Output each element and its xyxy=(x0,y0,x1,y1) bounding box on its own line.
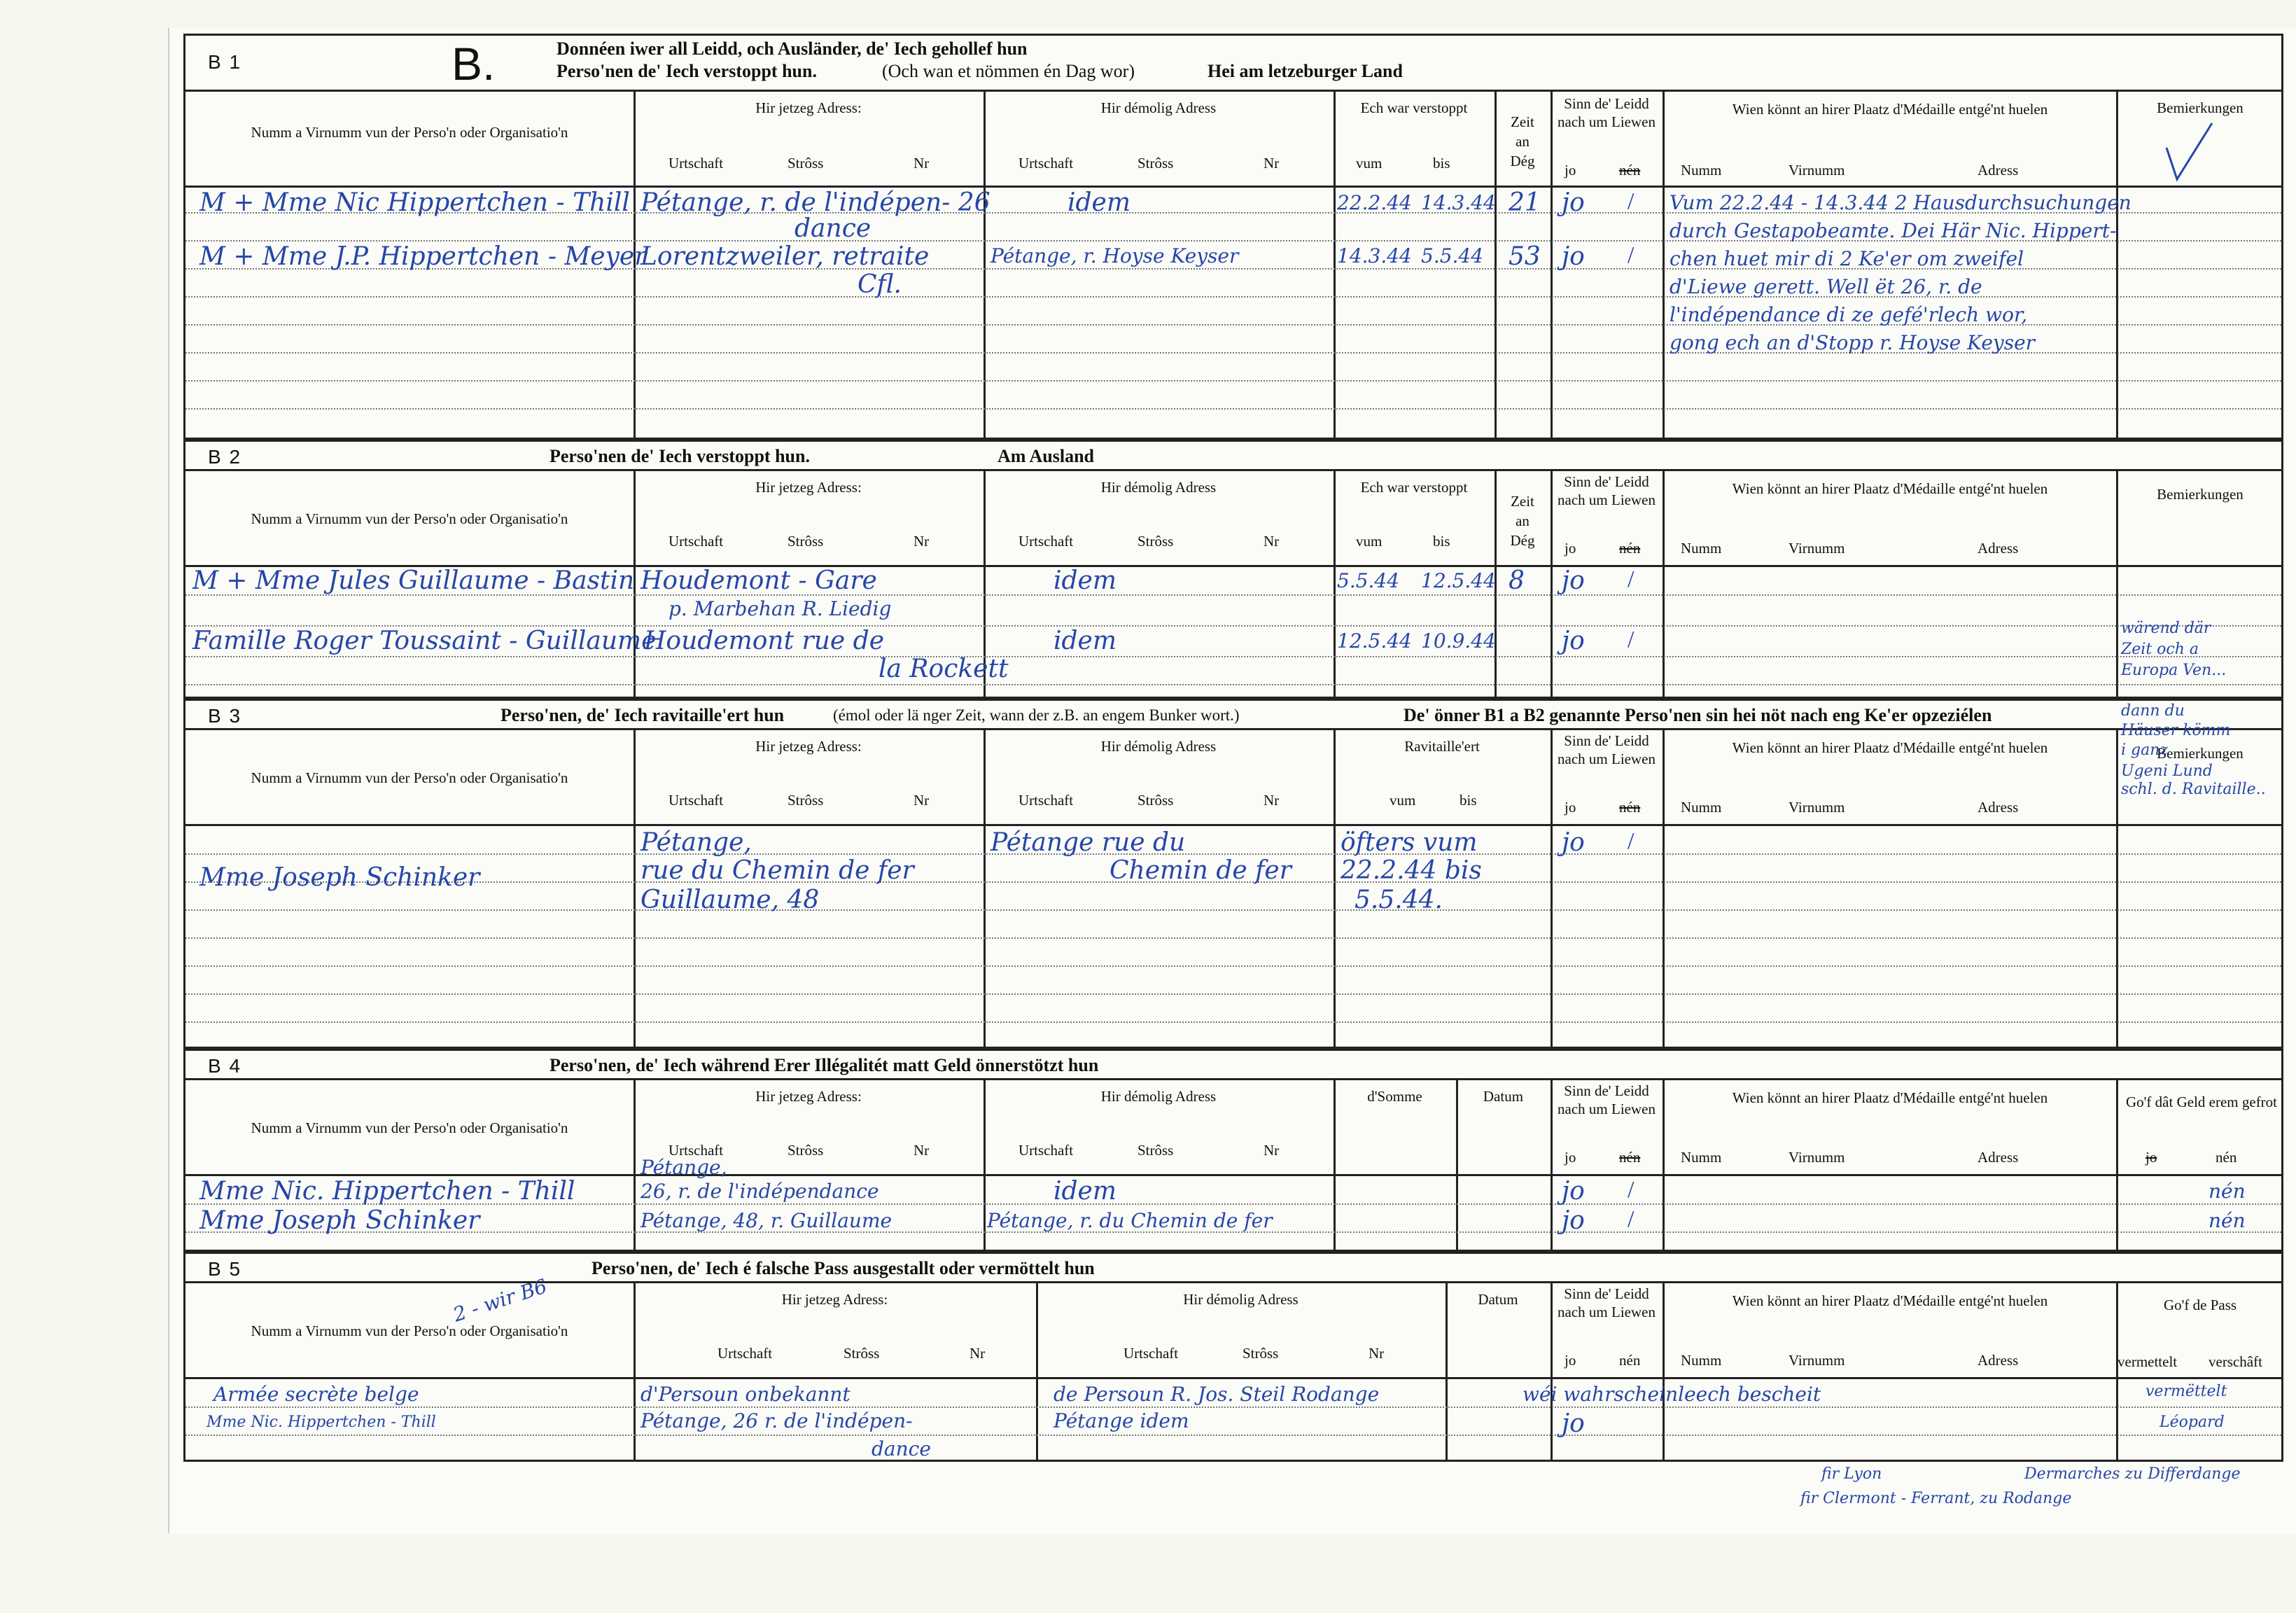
entry-former-address: Chemin de fer xyxy=(1110,856,1292,885)
entry-name: Mme Joseph Schinker xyxy=(200,1206,480,1235)
column-town: Urtschaft xyxy=(668,155,724,172)
entry-remark: schl. d. Ravitaille.. xyxy=(2121,781,2266,798)
column-yes: jo xyxy=(2146,1149,2157,1166)
column-medal-first-name: Virnumm xyxy=(1788,162,1845,179)
entry-medal-note: Vum 22.2.44 - 14.3.44 2 Hausdurchsuchungen xyxy=(1670,191,2132,214)
column-street: Strôss xyxy=(788,533,824,550)
table-b5 xyxy=(186,1274,2281,1460)
column-header-former-address: Hir démolig Adress xyxy=(1100,479,1217,496)
column-header-name: Numm a Virnumm vun der Perso'n oder Organisatio'n xyxy=(251,1119,568,1136)
entry-current-address: Pétange, 26 r. de l'indépen- xyxy=(640,1409,913,1432)
section-code: B 2 xyxy=(208,446,242,468)
entry-to: 10.9.44 xyxy=(1421,629,1496,652)
entry-period: öfters vum xyxy=(1340,828,1478,857)
column-nr: Nr xyxy=(969,1345,986,1362)
entry-period: 5.5.44. xyxy=(1354,886,1443,914)
entry-current-address: dance xyxy=(872,1437,931,1460)
section-b5 xyxy=(183,1252,2283,1462)
entry-pass-made: vermëttelt xyxy=(2146,1383,2227,1400)
entry-medal-note: chen huet mir di 2 Ke'er om zweifel xyxy=(1670,247,2024,270)
entry-no: / xyxy=(1628,242,1634,268)
column-town: Urtschaft xyxy=(1018,792,1074,809)
column-header-former-address: Hir démolig Adress xyxy=(1100,1088,1217,1105)
column-header-date: Datum xyxy=(1483,1088,1524,1105)
entry-yes: jo xyxy=(1562,242,1585,271)
column-street: Strôss xyxy=(1242,1345,1279,1362)
entry-name: M + Mme J.P. Hippertchen - Meyer xyxy=(200,242,647,271)
section-note: (Och wan et nömmen én Dag wor) xyxy=(882,61,1135,81)
entry-medal-note: gong ech an d'Stopp r. Hoyse Keyser xyxy=(1670,331,2036,354)
column-medal-address: Adress xyxy=(1977,799,2019,816)
column-town: Urtschaft xyxy=(1018,155,1074,172)
column-town: Urtschaft xyxy=(1018,533,1074,550)
column-medal-first-name: Virnumm xyxy=(1788,1352,1845,1369)
column-nr: Nr xyxy=(1264,792,1280,809)
entry-from: 22.2.44 xyxy=(1337,191,1412,214)
entry-name: M + Mme Nic Hippertchen - Thill xyxy=(200,188,630,217)
column-town: Urtschaft xyxy=(668,1142,724,1159)
column-street: Strôss xyxy=(844,1345,880,1362)
column-header-current-address: Hir jetzeg Adress: xyxy=(755,99,862,116)
column-header-current-address: Hir jetzeg Adress: xyxy=(755,479,862,496)
entry-yes: jo xyxy=(1562,1177,1585,1206)
section-title: Perso'nen, de' Iech é falsche Pass ausgestallt oder vermöttelt hun xyxy=(592,1258,1095,1278)
entry-name: Famille Roger Toussaint - Guillaume xyxy=(192,627,657,655)
column-street: Strôss xyxy=(1138,792,1174,809)
section-code: B 1 xyxy=(208,51,242,73)
entry-name: Armée secrète belge xyxy=(214,1383,419,1406)
column-header-name: Numm a Virnumm vun der Perso'n oder Organisatio'n xyxy=(251,769,568,786)
column-header-former-address: Hir démolig Adress xyxy=(1100,99,1217,116)
entry-yes: jo xyxy=(1562,627,1585,655)
column-yes: jo xyxy=(1564,799,1576,816)
section-title-bar xyxy=(186,36,2281,92)
entry-no: / xyxy=(1628,1206,1634,1232)
form-letter: B. xyxy=(451,38,496,90)
column-nr: Nr xyxy=(913,533,930,550)
entry-name: Mme Nic. Hippertchen - Thill xyxy=(200,1177,575,1206)
check-mark-icon xyxy=(2160,120,2216,183)
section-note: (émol oder lä nger Zeit, wann der z.B. an engem Bunker wort.) xyxy=(833,706,1240,724)
entry-remark: Zeit och a xyxy=(2121,641,2199,658)
column-to: bis xyxy=(1433,155,1450,172)
entry-period: 22.2.44 bis xyxy=(1340,856,1482,885)
entry-to: 14.3.44 xyxy=(1421,191,1496,214)
entry-current-address: Pétange, xyxy=(640,828,752,857)
column-medal-name: Numm xyxy=(1681,540,1722,557)
column-no: nén xyxy=(1619,162,1641,179)
entry-days: 21 xyxy=(1508,188,1541,217)
section-title-bar xyxy=(186,1051,2281,1080)
entry-no: / xyxy=(1628,828,1634,854)
column-header-suffered: Sinn de' Leidd nach um Liewen xyxy=(1558,473,1656,508)
entry-medal-note: d'Liewe gerett. Well ët 26, r. de xyxy=(1670,275,1982,298)
entry-current-address: rue du Chemin de fer xyxy=(640,856,914,885)
column-header-days: an xyxy=(1516,133,1530,150)
section-b1 xyxy=(183,34,2283,440)
section-instruction: De' önner B1 a B2 genannte Perso'nen sin hei nöt nach eng Ke'er opzeziélen xyxy=(1404,705,1992,725)
column-to: bis xyxy=(1460,792,1477,809)
column-header-supplied: Ravitaille'ert xyxy=(1404,738,1480,755)
column-medal-address: Adress xyxy=(1977,162,2019,179)
column-no: nén xyxy=(1619,799,1641,816)
entry-note: 2 - wir B6 xyxy=(450,1274,550,1327)
entry-yes: jo xyxy=(1562,1409,1585,1438)
section-b2 xyxy=(183,440,2283,699)
column-from: vum xyxy=(1356,155,1382,172)
column-header-suffered: Sinn de' Leidd nach um Liewen xyxy=(1558,1082,1656,1117)
column-header-days: an xyxy=(1516,512,1530,529)
column-no: nén xyxy=(1619,1149,1641,1166)
section-title: Perso'nen, de' Iech während Erer Illégalitét matt Geld önnerstötzt hun xyxy=(550,1055,1099,1075)
column-street: Strôss xyxy=(788,1142,824,1159)
entry-current-address: Houdemont rue de xyxy=(644,627,885,655)
entry-former-address: de Persoun R. Jos. Steil Rodange xyxy=(1054,1383,1380,1406)
footer-note: fir Lyon xyxy=(1821,1465,1882,1483)
column-medal-address: Adress xyxy=(1977,540,2019,557)
entry-medal-note: durch Gestapobeamte. Dei Här Nic. Hippert- xyxy=(1670,219,2117,242)
column-town: Urtschaft xyxy=(668,792,724,809)
column-header-medal: Wien könnt an hirer Plaatz d'Médaille entgé'nt huelen xyxy=(1732,739,2048,756)
entry-former-address: idem xyxy=(1054,627,1116,655)
entry-yes: jo xyxy=(1562,1206,1585,1235)
section-title-bar xyxy=(186,701,2281,730)
entry-money-back: nén xyxy=(2208,1209,2246,1232)
column-no: nén xyxy=(2216,1149,2237,1166)
column-nr: Nr xyxy=(913,155,930,172)
column-yes: jo xyxy=(1564,1352,1576,1369)
entry-to: 5.5.44 xyxy=(1421,244,1484,267)
column-header-name: Numm a Virnumm vun der Perso'n oder Organisatio'n xyxy=(251,124,568,141)
column-header-former-address: Hir démolig Adress xyxy=(1100,738,1217,755)
entry-yes: jo xyxy=(1562,566,1585,595)
column-header-days: Zeit xyxy=(1511,113,1534,130)
entry-remark: dann du xyxy=(2121,702,2185,720)
entry-current-address: Pétange, xyxy=(640,1156,727,1179)
entry-current-address: Lorentzweiler, retraite xyxy=(640,242,930,271)
entry-from: 12.5.44 xyxy=(1337,629,1412,652)
section-b3 xyxy=(183,699,2283,1049)
column-town: Urtschaft xyxy=(1124,1345,1179,1362)
column-header-current-address: Hir jetzeg Adress: xyxy=(755,738,862,755)
entry-medal-note: l'indépendance di ze gefé'rlech wor, xyxy=(1670,303,2028,326)
entry-remark: Ugeni Lund xyxy=(2121,762,2213,780)
entry-former-address: Pétange, r. Hoyse Keyser xyxy=(990,244,1239,267)
column-street: Strôss xyxy=(788,792,824,809)
column-town: Urtschaft xyxy=(1018,1142,1074,1159)
table-b4 xyxy=(186,1080,2281,1250)
entry-current-address: Cfl. xyxy=(858,270,902,299)
column-medal-name: Numm xyxy=(1681,1149,1722,1166)
column-header-suffered: Sinn de' Leidd nach um Liewen xyxy=(1558,732,1656,767)
footer-note: fir Clermont - Ferrant, zu Rodange xyxy=(1800,1490,2072,1507)
column-street: Strôss xyxy=(1138,155,1174,172)
column-header-former-address: Hir démolig Adress xyxy=(1183,1291,1298,1308)
entry-current-address: la Rockett xyxy=(878,655,1009,683)
column-medal-address: Adress xyxy=(1977,1149,2019,1166)
entry-no: / xyxy=(1628,627,1634,652)
column-header-hidden: Ech war verstoppt xyxy=(1360,479,1468,496)
entry-no: / xyxy=(1628,566,1634,592)
column-nr: Nr xyxy=(1264,1142,1280,1159)
column-yes: jo xyxy=(1564,1149,1576,1166)
section-title-bar xyxy=(186,1254,2281,1283)
form-sheet xyxy=(183,34,2283,1518)
section-code: B 3 xyxy=(208,705,242,727)
entry-current-address: Pétange, r. de l'indépen- 26 xyxy=(640,188,990,217)
section-title: Perso'nen de' Iech verstoppt hun. xyxy=(550,446,810,466)
column-made: vermettelt xyxy=(2118,1353,2178,1370)
entry-remark: wéi wahrscheinleech bescheit xyxy=(1522,1383,1821,1406)
column-from: vum xyxy=(1390,792,1416,809)
section-title-bar xyxy=(186,442,2281,471)
column-medal-name: Numm xyxy=(1681,799,1722,816)
column-medal-first-name: Virnumm xyxy=(1788,1149,1845,1166)
entry-days: 53 xyxy=(1508,242,1541,271)
column-nr: Nr xyxy=(1368,1345,1385,1362)
entry-yes: jo xyxy=(1562,828,1585,857)
entry-current-address: dance xyxy=(794,214,872,243)
entry-former-address: idem xyxy=(1054,566,1116,595)
entry-money-back: nén xyxy=(2208,1180,2246,1203)
footer-note: Dermarches zu Differdange xyxy=(2024,1465,2241,1483)
column-header-remarks: Bemierkungen xyxy=(2157,486,2244,503)
column-medal-first-name: Virnumm xyxy=(1788,540,1845,557)
column-header-days: Dég xyxy=(1510,532,1535,549)
column-yes: jo xyxy=(1564,162,1576,179)
column-medal-name: Numm xyxy=(1681,162,1722,179)
column-town: Urtschaft xyxy=(668,533,724,550)
entry-from: 14.3.44 xyxy=(1337,244,1412,267)
entry-from: 5.5.44 xyxy=(1337,569,1400,592)
section-title: Donnéen iwer all Leidd, och Ausländer, de' Iech gehollef hun xyxy=(556,39,1028,59)
entry-former-address: Pétange idem xyxy=(1054,1409,1189,1432)
column-yes: jo xyxy=(1564,540,1576,557)
column-header-days: Dég xyxy=(1510,153,1535,169)
column-header-pass: Go'f de Pass xyxy=(2163,1297,2237,1313)
entry-name: M + Mme Jules Guillaume - Bastin xyxy=(192,566,635,595)
column-header-hidden: Ech war verstoppt xyxy=(1360,99,1468,116)
column-header-name: Numm a Virnumm vun der Perso'n oder Organisatio'n xyxy=(251,1322,568,1339)
column-header-suffered: Sinn de' Leidd nach um Liewen xyxy=(1558,95,1656,130)
column-header-name: Numm a Virnumm vun der Perso'n oder Organisatio'n xyxy=(251,510,568,527)
column-header-days: Zeit xyxy=(1511,493,1534,510)
entry-remark: i ganz xyxy=(2121,741,2168,759)
column-town: Urtschaft xyxy=(718,1345,773,1362)
table-b2 xyxy=(186,471,2281,697)
section-b4 xyxy=(183,1049,2283,1252)
column-street: Strôss xyxy=(1138,1142,1174,1159)
entry-no: / xyxy=(1628,188,1634,214)
entry-remark: Häuser kömm xyxy=(2121,722,2231,739)
column-header-sum: d'Somme xyxy=(1367,1088,1422,1105)
column-header-money-back: Go'f dât Geld erem gefrot xyxy=(2125,1094,2278,1110)
column-header-medal: Wien könnt an hirer Plaatz d'Médaille entgé'nt huelen xyxy=(1732,101,2048,118)
section-subtitle: Perso'nen de' Iech verstoppt hun. xyxy=(556,61,817,81)
column-no: nén xyxy=(1619,540,1641,557)
column-to: bis xyxy=(1433,533,1450,550)
entry-current-address: Houdemont - Gare xyxy=(640,566,877,595)
column-street: Strôss xyxy=(788,155,824,172)
column-header-remarks: Bemierkungen xyxy=(2157,745,2244,762)
entry-current-address: 26, r. de l'indépendance xyxy=(640,1180,879,1203)
column-nr: Nr xyxy=(1264,155,1280,172)
entry-current-address: Guillaume, 48 xyxy=(640,886,820,914)
entry-current-address: d'Persoun onbekannt xyxy=(640,1383,850,1406)
column-header-current-address: Hir jetzeg Adress: xyxy=(781,1291,888,1308)
column-header-medal: Wien könnt an hirer Plaatz d'Médaille entgé'nt huelen xyxy=(1732,1089,2048,1106)
column-header-remarks: Bemierkungen xyxy=(2157,99,2244,116)
entry-pass-made: Léopard xyxy=(2160,1413,2225,1431)
column-header-medal: Wien könnt an hirer Plaatz d'Médaille entgé'nt huelen xyxy=(1732,480,2048,497)
entry-former-address: Pétange rue du xyxy=(990,828,1186,857)
column-header-date: Datum xyxy=(1478,1291,1518,1308)
entry-current-address: p. Marbehan R. Liedig xyxy=(668,597,892,620)
entry-current-address: Pétange, 48, r. Guillaume xyxy=(640,1209,892,1232)
column-from: vum xyxy=(1356,533,1382,550)
table-b1 xyxy=(186,92,2281,438)
column-no: nén xyxy=(1619,1352,1641,1369)
entry-yes: jo xyxy=(1562,188,1585,217)
entry-to: 12.5.44 xyxy=(1421,569,1496,592)
column-nr: Nr xyxy=(913,792,930,809)
section-region: Am Ausland xyxy=(997,446,1094,466)
section-title: Perso'nen, de' Iech ravitaille'ert hun xyxy=(500,705,785,725)
entry-remark: Europa Ven... xyxy=(2121,662,2227,679)
section-code: B 4 xyxy=(208,1055,242,1077)
column-medal-address: Adress xyxy=(1977,1352,2019,1369)
column-header-medal: Wien könnt an hirer Plaatz d'Médaille entgé'nt huelen xyxy=(1732,1292,2048,1309)
entry-former-address: Pétange, r. du Chemin de fer xyxy=(987,1209,1273,1232)
column-header-current-address: Hir jetzeg Adress: xyxy=(755,1088,862,1105)
entry-remark: wärend där xyxy=(2121,620,2211,637)
entry-former-address: idem xyxy=(1068,188,1130,217)
column-created: verschâft xyxy=(2208,1353,2262,1370)
entry-name: Mme Nic. Hippertchen - Thill xyxy=(206,1413,436,1431)
column-header-suffered: Sinn de' Leidd nach um Liewen xyxy=(1558,1285,1656,1320)
entry-days: 8 xyxy=(1508,566,1525,595)
column-medal-name: Numm xyxy=(1681,1352,1722,1369)
section-region: Hei am letzeburger Land xyxy=(1208,61,1403,81)
entry-no: / xyxy=(1628,1177,1634,1203)
entry-name: Mme Joseph Schinker xyxy=(200,863,480,892)
entry-former-address: idem xyxy=(1054,1177,1116,1206)
column-street: Strôss xyxy=(1138,533,1174,550)
column-nr: Nr xyxy=(1264,533,1280,550)
column-nr: Nr xyxy=(913,1142,930,1159)
column-medal-first-name: Virnumm xyxy=(1788,799,1845,816)
section-code: B 5 xyxy=(208,1258,242,1280)
